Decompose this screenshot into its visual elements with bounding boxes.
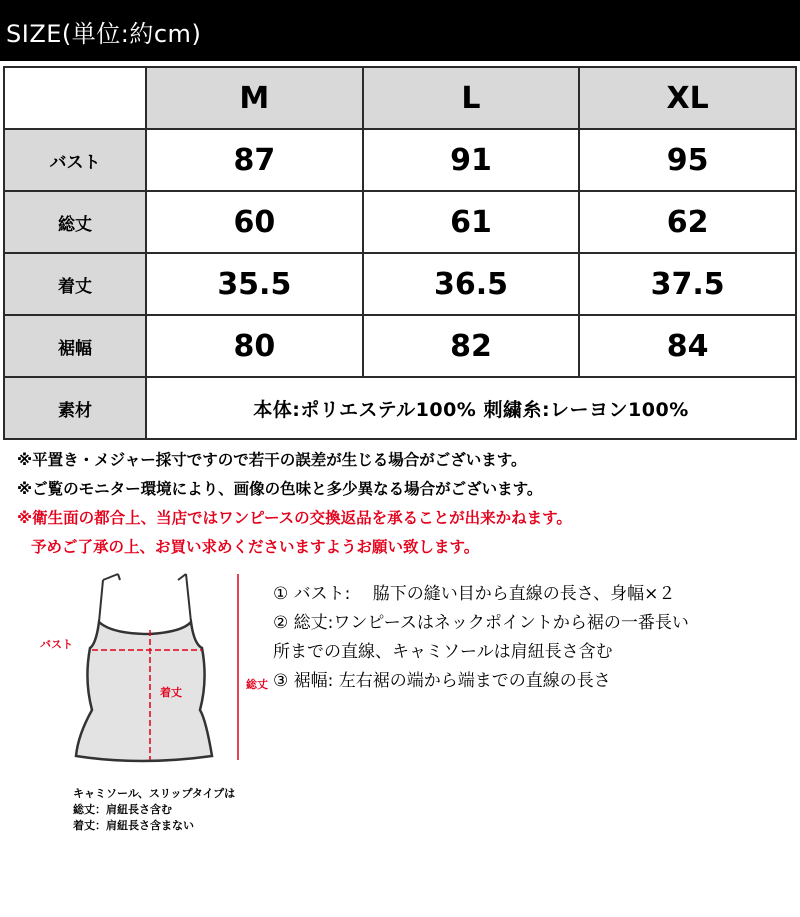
caption-body-length: 着丈：肩紐長さ含まない: [73, 819, 194, 832]
page-title: SIZE(単位:約cm): [6, 20, 202, 48]
desc-hem-width: ③ 裾幅: 左右裾の端から端までの直線の長さ: [273, 671, 611, 691]
table-cell: 60: [146, 191, 363, 253]
row-label-total-length: 総丈: [4, 191, 146, 253]
table-cell: 87: [146, 129, 363, 191]
desc-total-length-cont: 所までの直線、キャミソールは肩紐長さ含む: [273, 642, 613, 662]
table-cell: 95: [579, 129, 796, 191]
diagram-label-bust: バスト: [40, 638, 73, 651]
table-row-body-length: [4, 253, 796, 315]
table-header-row: [4, 67, 796, 129]
table-cell: 80: [146, 315, 363, 377]
table-cell: 91: [363, 129, 580, 191]
table-row-total-length: [4, 191, 796, 253]
desc-bust: ① バスト: 脇下の縫い目から直線の長さ、身幅×２: [273, 584, 676, 604]
caption-total-length: 総丈：肩紐長さ含む: [73, 803, 172, 816]
table-cell: 35.5: [146, 253, 363, 315]
measurement-description: [273, 580, 689, 696]
desc-total-length: ② 総丈:ワンピースはネックポイントから裾の一番長い: [273, 613, 689, 633]
table-row-material: [4, 377, 796, 439]
size-table: [3, 66, 797, 440]
note-measurement: ※平置き・メジャー採寸ですので若干の誤差が生じる場合がございます。: [17, 451, 527, 469]
size-header-m: M: [146, 67, 363, 129]
table-corner-cell: [4, 67, 146, 129]
diagram-label-total-length: 総丈: [246, 678, 268, 691]
row-label-body-length: 着丈: [4, 253, 146, 315]
note-monitor: ※ご覧のモニター環境により、画像の色味と多少異なる場合がございます。: [17, 480, 543, 498]
table-cell: 62: [579, 191, 796, 253]
note-acknowledge: 予めご了承の上、お買い求めくださいますようお願い致します。: [31, 538, 480, 556]
table-row-bust: [4, 129, 796, 191]
table-row-hem-width: [4, 315, 796, 377]
note-hygiene: ※衛生面の都合上、当店ではワンピースの交換返品を承ることが出来かねます。: [17, 509, 572, 527]
table-cell: 37.5: [579, 253, 796, 315]
diagram-captions: [73, 786, 235, 834]
table-cell: 36.5: [363, 253, 580, 315]
notes: [17, 446, 572, 562]
diagram-label-body-length: 着丈: [160, 686, 182, 699]
caption-camisole: キャミソール、スリップタイプは: [73, 787, 236, 800]
size-header-xl: XL: [579, 67, 796, 129]
size-header-l: L: [363, 67, 580, 129]
table-cell: 61: [363, 191, 580, 253]
table-cell: 84: [579, 315, 796, 377]
title-bar: [0, 0, 800, 61]
table-cell: 82: [363, 315, 580, 377]
row-label-hem-width: 裾幅: [4, 315, 146, 377]
row-label-material: 素材: [4, 377, 146, 439]
row-label-bust: バスト: [4, 129, 146, 191]
material-value: 本体:ポリエステル100% 刺繍糸:レーヨン100%: [146, 377, 796, 439]
